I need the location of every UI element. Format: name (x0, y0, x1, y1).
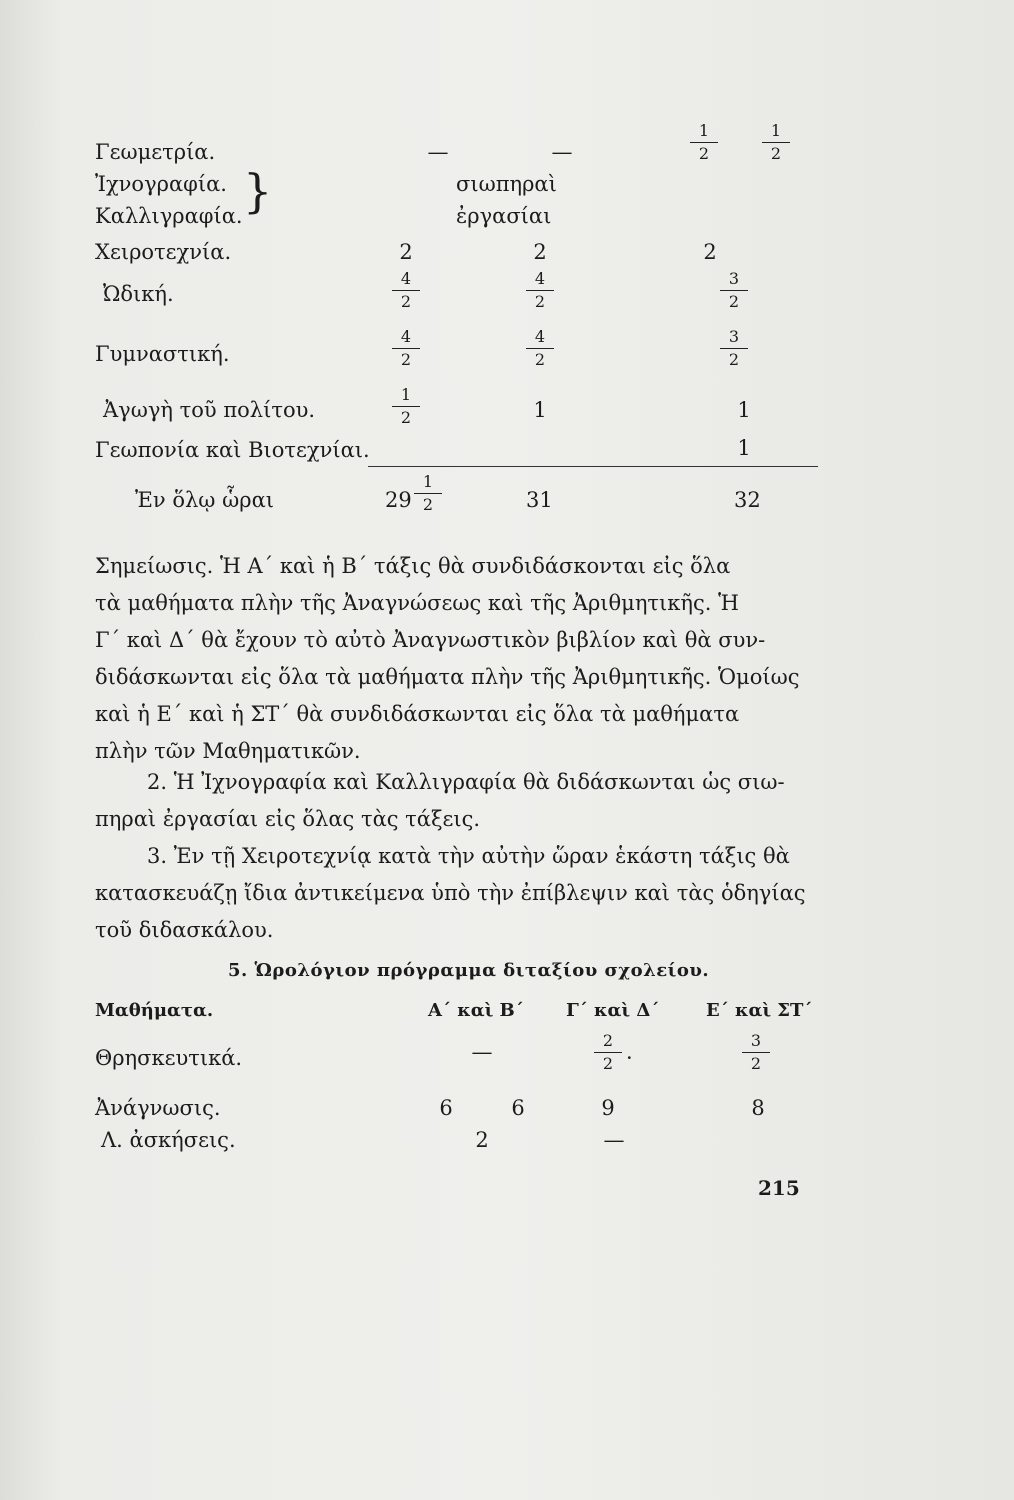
column-header: Μαθήματα. (95, 1000, 214, 1021)
text-line: 2. Ἡ Ἰχνογραφία καὶ Καλλιγραφία θὰ διδάσκωνται ὡς σιω- (147, 770, 785, 794)
text-line: Σημείωσις. Ἡ Α´ καὶ ἡ Β´ τάξις θὰ συνδιδάσκονται εἰς ὅλα (95, 554, 731, 578)
text-line: πηραὶ ἐργασίαι εἰς ὅλας τὰς τάξεις. (95, 807, 481, 831)
sum-rule (368, 466, 818, 467)
row-label: Ἀγωγὴ τοῦ πολίτου. (103, 398, 316, 422)
cell: 6 (439, 1096, 453, 1120)
text-line: καὶ ἡ Ε´ καὶ ἡ ΣΤ´ θὰ συνδιδάσκωνται εἰς ὅλα τὰ μαθήματα (95, 702, 740, 726)
fraction: 4 2 (386, 328, 426, 369)
fraction: 2 2 (588, 1032, 628, 1073)
fraction: 4 2 (520, 270, 560, 311)
row-label: Καλλιγραφία. (95, 204, 243, 228)
fraction: 3 2 (736, 1032, 776, 1073)
cell: — (551, 140, 573, 164)
total-cell: 32 (734, 488, 761, 512)
text-line: κατασκευάζῃ ἴδια ἀντικείμενα ὑπὸ τὴν ἐπίβλεψιν καὶ τὰς ὁδηγίας (95, 881, 806, 905)
row-label: Ὠδική. (103, 282, 174, 306)
cell: 1 (737, 436, 751, 460)
column-header: Α´ καὶ Β´ (428, 1000, 524, 1021)
cell: 6 (511, 1096, 525, 1120)
note-paragraph-3 (95, 838, 820, 949)
text-line: τοῦ διδασκάλου. (95, 918, 274, 942)
column-header: Ε´ καὶ ΣΤ´ (706, 1000, 813, 1021)
row-label: Γεωπονία καὶ Βιοτεχνίαι. (95, 438, 370, 462)
note-paragraph-2 (95, 764, 820, 838)
fraction: 1 2 (386, 386, 426, 427)
separator-dot: · (626, 1046, 633, 1070)
cell: 8 (751, 1096, 765, 1120)
cell: 2 (703, 240, 717, 264)
fraction: 1 2 (684, 122, 724, 163)
total-cell: 29 (385, 488, 412, 512)
total-label: Ἐν ὅλῳ ὧραι (135, 488, 274, 512)
row-label: Λ. ἀσκήσεις. (101, 1128, 236, 1152)
cell: — (427, 140, 449, 164)
page-number: 215 (758, 1176, 800, 1200)
note-paragraph-1 (95, 548, 820, 770)
fraction: 4 2 (386, 270, 426, 311)
silent-work-label: ἐργασίαι (456, 204, 552, 228)
fraction: 4 2 (520, 328, 560, 369)
cell: 2 (399, 240, 413, 264)
fraction: 1 2 (408, 473, 448, 514)
row-label: Ἀνάγνωσις. (95, 1096, 221, 1120)
text-line: Γ´ καὶ Δ´ θὰ ἔχουν τὸ αὐτὸ Ἀναγνωστικὸν βιβλίον καὶ θὰ συν- (95, 628, 766, 652)
fraction: 3 2 (714, 328, 754, 369)
column-header: Γ´ καὶ Δ´ (566, 1000, 660, 1021)
cell: 2 (533, 240, 547, 264)
row-label: Γεωμετρία. (95, 140, 216, 164)
silent-work-label: σιωπηραὶ (456, 172, 557, 196)
row-label: Χειροτεχνία. (95, 240, 232, 264)
cell: — (471, 1040, 493, 1064)
cell: — (603, 1128, 625, 1152)
text-line: διδάσκωνται εἰς ὅλα τὰ μαθήματα πλὴν τῆς Ἀριθμητικῆς. Ὁμοίως (95, 665, 800, 689)
row-label: Θρησκευτικά. (95, 1046, 243, 1070)
section-heading: 5. Ὡρολόγιον πρόγραμμα διταξίου σχολείου. (228, 960, 710, 981)
row-label: Γυμναστική. (95, 342, 230, 366)
text-line: 3. Ἐν τῇ Χειροτεχνίᾳ κατὰ τὴν αὐτὴν ὥραν ἑκάστη τάξις θὰ (147, 844, 790, 868)
cell: 2 (475, 1128, 489, 1152)
cell: 1 (533, 398, 547, 422)
fraction: 3 2 (714, 270, 754, 311)
text-line: τὰ μαθήματα πλὴν τῆς Ἀναγνώσεως καὶ τῆς Ἀριθμητικῆς. Ἡ (95, 591, 739, 615)
brace-symbol: } (243, 164, 273, 218)
total-cell: 31 (526, 488, 553, 512)
row-label: Ἰχνογραφία. (95, 172, 227, 196)
cell: 9 (601, 1096, 615, 1120)
cell: 1 (737, 398, 751, 422)
fraction: 1 2 (756, 122, 796, 163)
text-line: πλὴν τῶν Μαθηματικῶν. (95, 739, 361, 763)
